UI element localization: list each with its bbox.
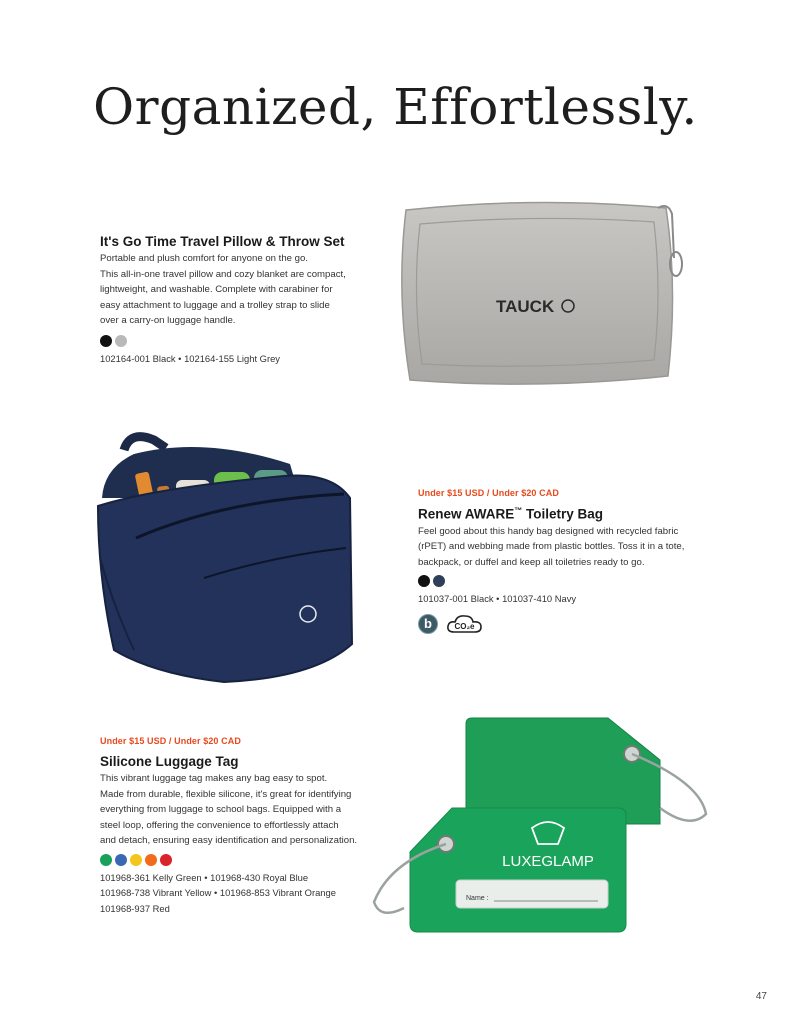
tag-name: Silicone Luggage Tag [100,754,239,769]
toiletry-skus: 101037-001 Black • 101037-410 Navy [418,593,577,604]
color-swatch-black[interactable] [418,575,430,587]
tag-description: This vibrant luggage tag makes any bag easy to spot. Made from durable, flexible silicone, it's great for identifying everything from luggage to school bags. Equipped with a steel loop, offering the convenience to effortlessly attach and detach, ensuring easy identification and personalization. [100,773,358,846]
page-number: 47 [755,991,767,1002]
trademark-symbol: ™ [514,506,523,515]
toiletry-section [418,488,708,635]
tag-logo-text: LUXEGLAMP [502,853,594,870]
tag-skus: 101968-361 Kelly Green • 101968-430 Royal Blue 101968-738 Vibrant Yellow • 101968-853 Vibrant Orange 101968-937 Red [100,871,336,914]
toiletry-badges [418,613,708,635]
tag-price: Under $15 USD / Under $20 CAD [100,736,241,746]
color-swatch-vibrant-yellow[interactable] [130,854,142,866]
page-title: Organized, Effortlessly. [93,78,698,136]
color-swatch-black[interactable] [100,335,112,347]
color-swatch-royal-blue[interactable] [115,854,127,866]
tag-section [100,736,400,916]
color-swatch-navy[interactable] [433,575,445,587]
toiletry-bag-image [94,428,362,686]
tag-name-field-label: Name : [466,895,489,902]
pillow-section [100,234,400,366]
recycled-badge-icon: b [418,614,438,634]
luggage-tag-image [360,712,720,938]
pillow-swatches [100,335,400,347]
tag-swatches [100,854,400,866]
toiletry-description: Feel good about this handy bag designed with recycled fabric (rPET) and webbing made from plastic bottles. Toss it in a tote, backpack, or duffel and keep all toiletries ready to go. [418,525,685,568]
color-swatch-kelly-green[interactable] [100,854,112,866]
toiletry-name-main: Renew AWARE [418,506,515,522]
color-swatch-light-grey[interactable] [115,335,127,347]
toiletry-price: Under $15 USD / Under $20 CAD [418,488,559,498]
pillow-logo-text: TAUCK [496,297,555,316]
co2e-cloud-icon [446,613,484,635]
pillow-description: Portable and plush comfort for anyone on the go. This all-in-one travel pillow and cozy blanket are compact, lightweight, and washable. Complete with carabiner for easy attachment to luggage and a trolley strap to slide over a carry-on luggage handle. [100,253,346,326]
toiletry-name-end: Toiletry Bag [522,506,604,522]
pillow-image [396,198,688,388]
co2e-label: CO₂e [454,621,475,631]
color-swatch-red[interactable] [160,854,172,866]
pillow-skus: 102164-001 Black • 102164-155 Light Grey [100,352,280,364]
pillow-name: It's Go Time Travel Pillow & Throw Set [100,234,345,249]
toiletry-swatches [418,575,708,587]
toiletry-name [418,506,708,522]
color-swatch-vibrant-orange[interactable] [145,854,157,866]
